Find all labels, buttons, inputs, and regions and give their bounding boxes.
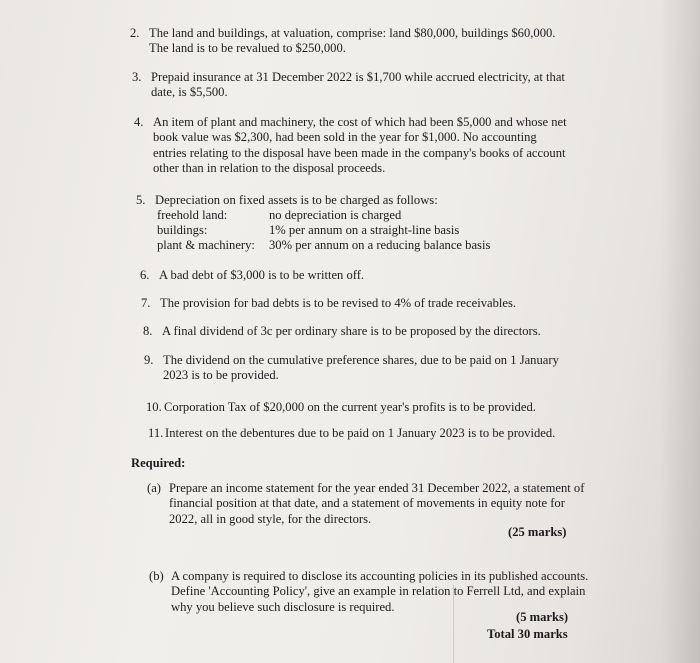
item-10 — [146, 400, 566, 416]
item-number: 6. — [140, 268, 150, 282]
item-number: 7. — [141, 296, 151, 310]
item-number: 5. — [136, 193, 146, 207]
item-text: The provision for bad debts is to be revised to 4% of trade receivables. — [160, 296, 517, 310]
item-number: 2. — [130, 26, 140, 40]
item-8 — [143, 324, 563, 340]
page-shadow — [660, 0, 700, 663]
depreciation-value: 1% per annum on a straight-line basis — [269, 223, 460, 237]
item-heading: Depreciation on fixed assets is to be charged as follows: — [155, 193, 438, 207]
text-line: other than in relation to the disposal proceeds. — [153, 161, 386, 176]
item-5 — [136, 193, 576, 257]
item-11 — [148, 426, 568, 442]
item-text: Corporation Tax of $20,000 on the current year's profits is to be provided. — [164, 400, 536, 414]
depreciation-label: plant & machinery: — [157, 238, 255, 252]
marks-a: (25 marks) — [508, 525, 567, 539]
total-marks: Total 30 marks — [487, 627, 568, 641]
part-label: (b) — [149, 569, 164, 583]
item-text: A bad debt of $3,000 is to be written off. — [159, 268, 365, 282]
item-9 — [144, 353, 564, 385]
text-line: The land and buildings, at valuation, comprise: land $80,000, buildings $60,000. — [149, 26, 556, 40]
part-label: (a) — [147, 481, 161, 495]
depreciation-value: no depreciation is charged — [269, 208, 402, 222]
text-line: 2023 is to be provided. — [163, 368, 279, 383]
marks-b: (5 marks) — [516, 610, 569, 624]
item-number: 11. — [148, 426, 164, 440]
depreciation-label: freehold land: — [157, 208, 228, 222]
text-line: entries relating to the disposal have been made in the company's books of account — [153, 145, 566, 160]
item-text: A final dividend of 3c per ordinary share is to be proposed by the directors. — [162, 324, 541, 338]
text-line: why you believe such disclosure is required. — [171, 599, 395, 614]
item-6 — [140, 268, 560, 284]
text-line: A company is required to disclose its accounting policies in its published accounts. — [171, 569, 589, 583]
text-line: book value was $2,300, had been sold in the year for $1,000. No accounting — [153, 130, 537, 145]
item-7 — [141, 296, 561, 312]
depreciation-label: buildings: — [157, 223, 208, 237]
item-number: 8. — [143, 324, 153, 338]
item-3 — [132, 70, 582, 102]
item-text: Interest on the debentures due to be paid on 1 January 2023 is to be provided. — [165, 426, 556, 440]
text-line: The land is to be revalued to $250,000. — [149, 41, 346, 56]
part-b — [149, 569, 589, 617]
item-text — [151, 70, 565, 101]
text-line: Define 'Accounting Policy', give an example in relation to Ferrell Ltd, and explain — [171, 584, 586, 599]
item-text — [153, 115, 567, 177]
text-line: date, is $5,500. — [151, 85, 228, 100]
item-number: 10. — [146, 400, 162, 414]
depreciation-value: 30% per annum on a reducing balance basis — [269, 238, 491, 252]
part-text — [171, 569, 588, 615]
text-line: The dividend on the cumulative preference shares, due to be paid on 1 January — [163, 353, 559, 367]
item-text — [149, 26, 555, 57]
item-text — [163, 353, 559, 384]
text-line: An item of plant and machinery, the cost of which had been $5,000 and whose net — [153, 115, 567, 129]
text-line: financial position at that date, and a statement of movements in equity note for — [169, 496, 565, 511]
item-number: 9. — [144, 353, 154, 367]
item-4 — [134, 115, 584, 179]
text-line: Prepare an income statement for the year ended 31 December 2022, a statement of — [169, 481, 585, 495]
part-text — [169, 481, 584, 527]
item-number: 4. — [134, 115, 144, 129]
text-line: 2022, all in good style, for the directors. — [169, 511, 372, 526]
text-line: Prepaid insurance at 31 December 2022 is $1,700 while accrued electricity, at that — [151, 70, 565, 84]
item-2 — [130, 26, 580, 58]
required-heading: Required: — [131, 456, 186, 470]
item-number: 3. — [132, 70, 142, 84]
